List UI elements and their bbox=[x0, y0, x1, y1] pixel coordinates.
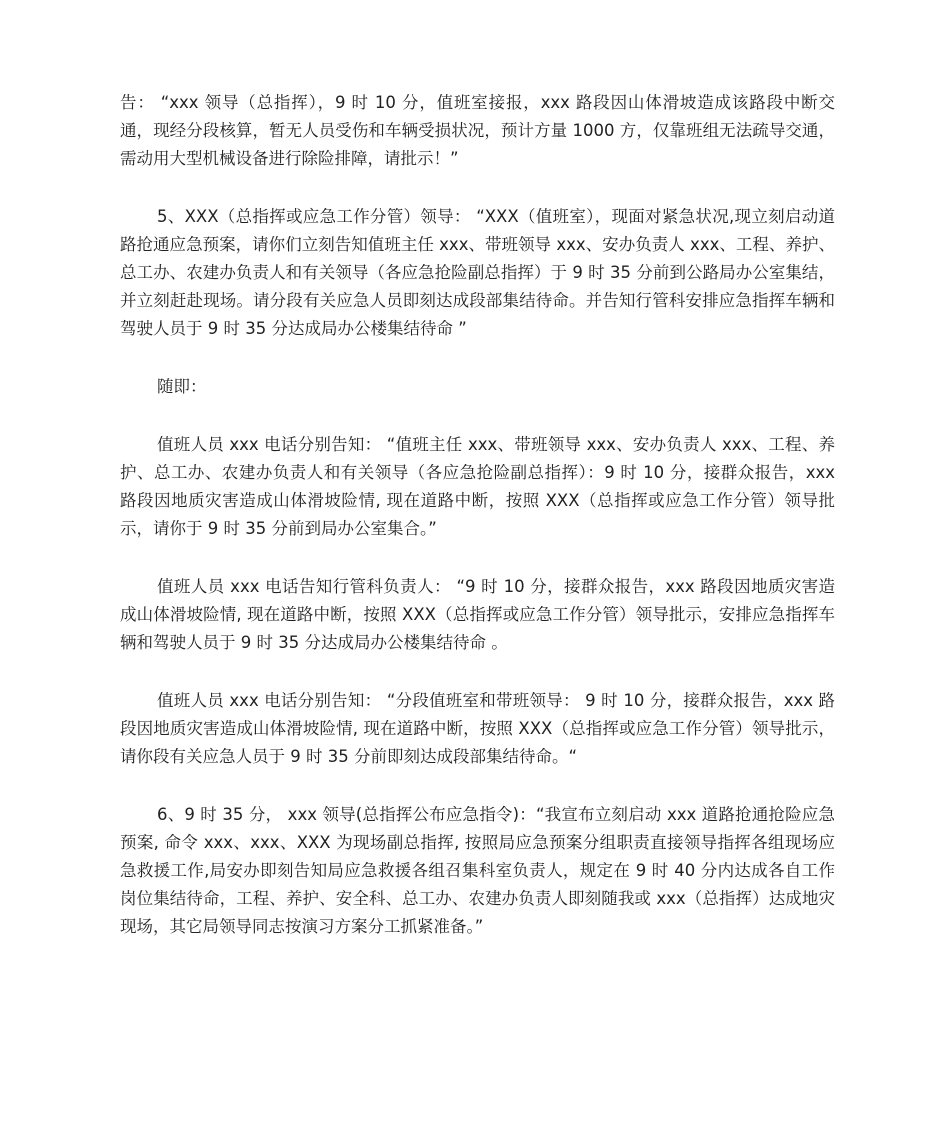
paragraph-report-continuation: 告： “xxx 领导（总指挥），9 时 10 分，值班室接报，xxx 路段因山体滑坡造成该路段中断交通，现经分段核算，暂无人员受伤和车辆受损状况，预计方量 1000 方，仅靠班组无法疏导交通，需动用大型机械设备进行除险排障，请批示！” bbox=[120, 93, 835, 168]
paragraph-step-6: 6、9 时 35 分， xxx 领导(总指挥公布应急指令)：“我宣布立刻启动 xxx 道路抢通抢险应急预案, 命令 xxx、xxx、XXX 为现场副总指挥, 按照局应急预案分组职责直接领导指挥各组现场应急救援工作,局安办即刻告知局应急救援各组召集科室负责人，规定在 9 时 40 分内达成各自工作岗位集结待命，工程、养护、安全科、总工办、农建办负责人即刻随我或 xxx（总指挥）达成地灾现场，其它局领导同志按演习方案分工抓紧准备。” bbox=[120, 805, 835, 936]
paragraph-notify-sections: 值班人员 xxx 电话分别告知： “分段值班室和带班领导： 9 时 10 分，接群众报告，xxx 路段因地质灾害造成山体滑坡险情, 现在道路中断，按照 XXX（总指挥或应急工作分管）领导批示，请你段有关应急人员于 9 时 35 分前即刻达成段部集结待命。“ bbox=[120, 691, 835, 766]
paragraph-notify-leaders: 值班人员 xxx 电话分别告知： “值班主任 xxx、带班领导 xxx、安办负责人 xxx、工程、养护、总工办、农建办负责人和有关领导（各应急抢险副总指挥）：9 时 10 分，接群众报告，xxx 路段因地质灾害造成山体滑坡险情, 现在道路中断，按照 XXX（总指挥或应急工作分管）领导批示，请你于 9 时 35 分前到局办公室集合。” bbox=[120, 435, 835, 538]
paragraph-step-5: 5、XXX（总指挥或应急工作分管）领导： “XXX（值班室），现面对紧急状况,现立刻启动道路抢通应急预案，请你们立刻告知值班主任 xxx、带班领导 xxx、安办负责人 xxx、工程、养护、总工办、农建办负责人和有关领导（各应急抢险副总指挥）于 9 时 35 分前到公路局办公室集结，并立刻赶赴现场。请分段有关应急人员即刻达成段部集结待命。并告知行管科安排应急指挥车辆和驾驶人员于 9 时 35 分达成局办公楼集结待命 ” bbox=[120, 207, 835, 338]
paragraph-then: 随即： bbox=[157, 377, 207, 396]
paragraph-notify-admin: 值班人员 xxx 电话告知行管科负责人： “9 时 10 分，接群众报告，xxx 路段因地质灾害造成山体滑坡险情, 现在道路中断，按照 XXX（总指挥或应急工作分管）领导批示，安排应急指挥车辆和驾驶人员于 9 时 35 分达成局办公楼集结待命 。 bbox=[120, 577, 835, 652]
document-body bbox=[120, 89, 835, 971]
